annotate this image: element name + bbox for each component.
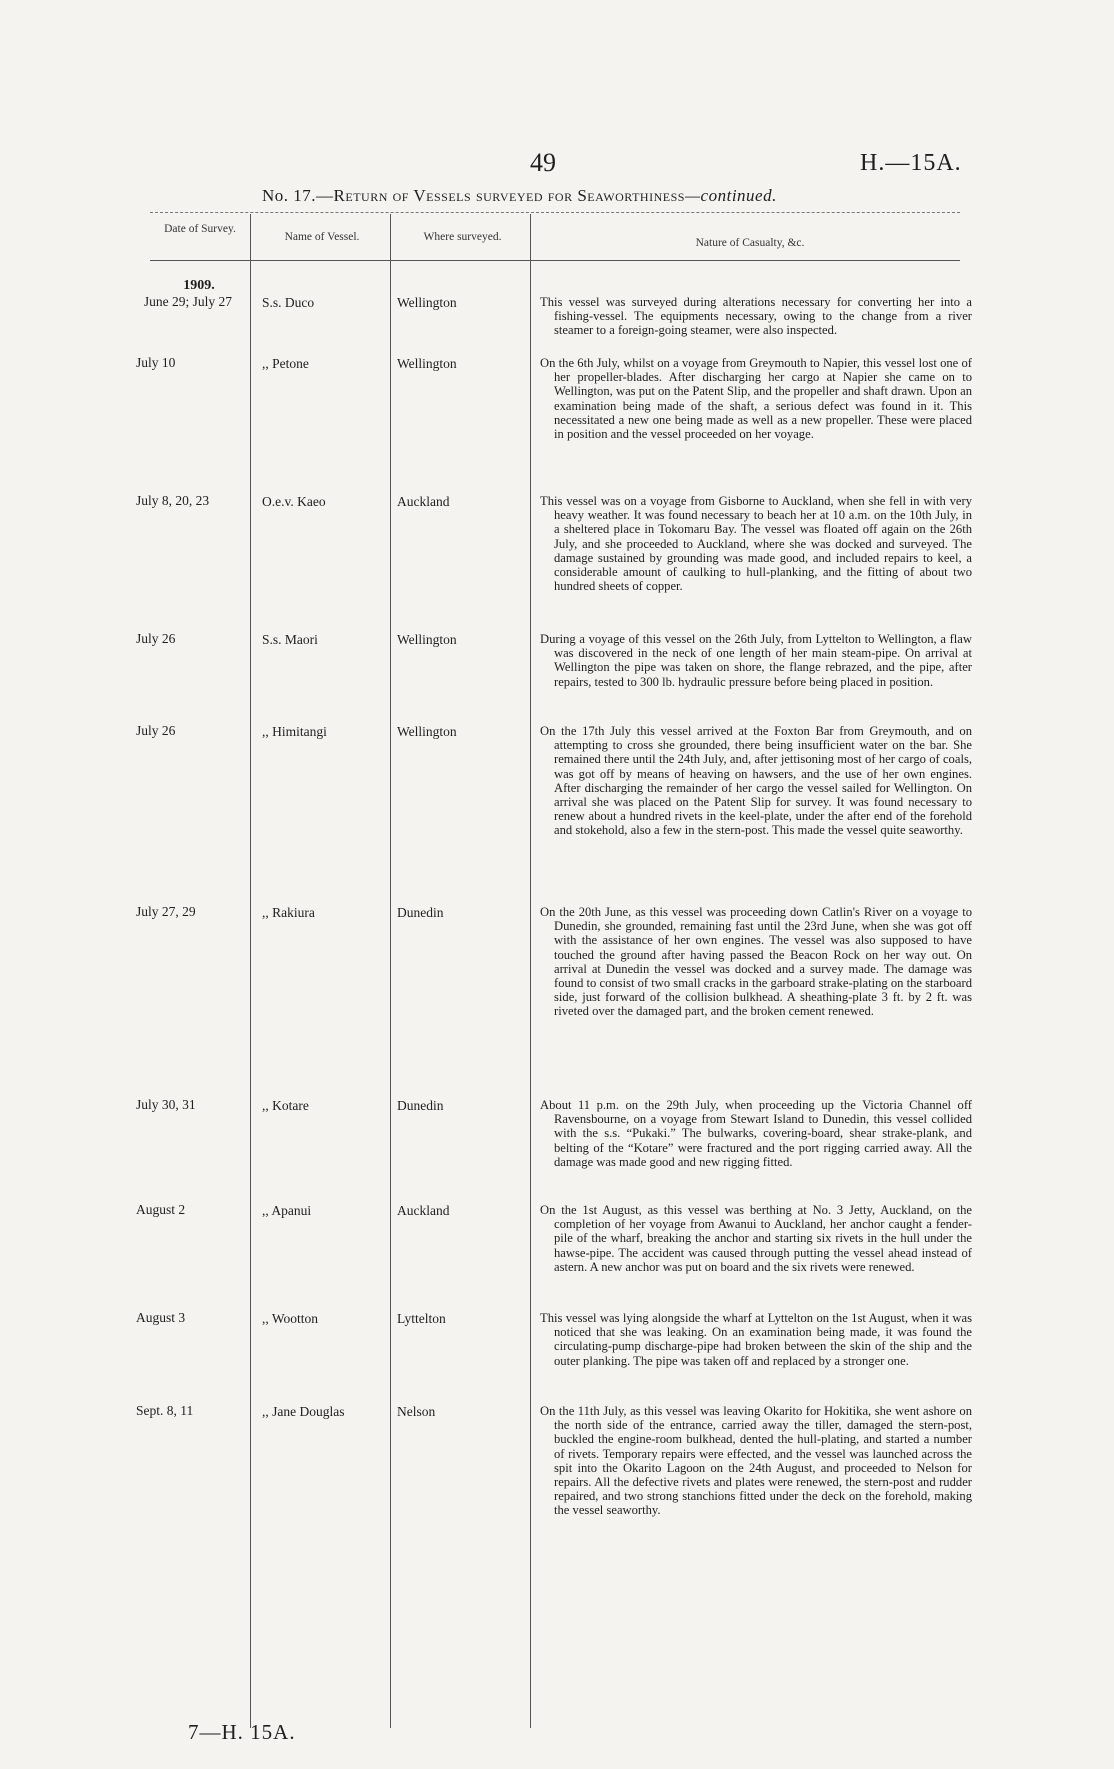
row-vessel-name: S.s. Duco bbox=[262, 295, 315, 310]
row-where-surveyed: Wellington bbox=[397, 295, 457, 310]
row-date: August 2 bbox=[136, 1202, 186, 1217]
row-date: July 27, 29 bbox=[136, 904, 196, 919]
title-prefix: No. 17.— bbox=[262, 186, 334, 205]
column-header-nature: Nature of Casualty, &c. bbox=[695, 237, 805, 249]
row-where-surveyed: Wellington bbox=[397, 724, 457, 739]
row-date: Sept. 8, 11 bbox=[136, 1403, 194, 1418]
row-where-surveyed: Lyttelton bbox=[397, 1311, 446, 1326]
row-vessel-name: O.e.v. Kaeo bbox=[262, 494, 326, 509]
column-header-date: Date of Survey. bbox=[164, 223, 236, 235]
row-date: July 8, 20, 23 bbox=[136, 493, 210, 508]
row-nature: On the 20th June, as this vessel was proceeding down Catlin's River on a voyage to Dunedin, she grounded, remaining fast until the 23rd June, when she was got off with the assistance of her own engines. The vessel was also supposed to have touched the ground after having passed the Beacon Rock on her way out. On arrival at Dunedin the vessel was docked and a survey made. The damage was found to consist of two small cracks in the garboard strake-plating on the starboard side, just forward of the collision bulkhead. A sheathing-plate 3 ft. by 2 ft. was riveted over the damaged part, and the broken cement renewed. bbox=[540, 905, 972, 1019]
row-where-surveyed: Auckland bbox=[397, 494, 450, 509]
page-number: 49 bbox=[530, 148, 556, 177]
row-where-surveyed: Wellington bbox=[397, 356, 457, 371]
row-nature: This vessel was on a voyage from Gisborne to Auckland, when she fell in with very heavy weather. It was found necessary to beach her at 10 a.m. on the 10th July, in a sheltered place in Tokomaru Bay. The vessel was floated off again on the 26th July, and she proceeded to Auckland, where she was docked and surveyed. The damage sustained by grounding was made good, and included repairs to keel, a considerable amount of caulking to hull-planking, and the fitting of about two hundred sheets of copper. bbox=[540, 494, 972, 594]
row-nature: This vessel was surveyed during alterations necessary for converting her into a fishing-vessel. The equipments necessary, owing to the change from a river steamer to a foreign-going steamer, were also inspected. bbox=[540, 295, 972, 338]
row-date: June 29; July 27 bbox=[143, 294, 233, 309]
row-vessel-name: ,, Rakiura bbox=[262, 905, 315, 920]
row-nature: On the 6th July, whilst on a voyage from Greymouth to Napier, this vessel lost one of her propeller-blades. After discharging her cargo at Napier she came on to Wellington, was put on the Patent Slip, and the propeller and shaft drawn. Upon an examination being made of the shaft, a serious defect was found in it. This necessitated a new one being made as well as a new propeller. These were placed in position and the vessel proceeded on her voyage. bbox=[540, 356, 972, 442]
title-main: Return of Vessels surveyed for Seaworthiness bbox=[333, 186, 685, 205]
row-nature: This vessel was lying alongside the wharf at Lyttelton on the 1st August, when it was noticed that she was leaking. On an examination being made, it was found the circulating-pump discharge-pipe had broken between the skin of the ship and the outer planking. The pipe was taken off and replaced by a stronger one. bbox=[540, 1311, 972, 1368]
row-nature: On the 17th July this vessel arrived at the Foxton Bar from Greymouth, and on attempting to cross she grounded, there being insufficient water on the bar. She remained there until the 24th July, and, after jettisoning most of her cargo of coals, was got off by means of heaving on hawsers, and the use of her own engines. After discharging the remainder of her cargo the vessel sailed for Wellington. On arrival she was placed on the Patent Slip for survey. It was found necessary to renew about a hundred rivets in the keel-plate, under the after end of the forehold and stokehold, also a few in the stern-post. This made the vessel quite seaworthy. bbox=[540, 724, 972, 838]
document-code: H.—15A. bbox=[860, 150, 962, 176]
row-date: July 10 bbox=[136, 355, 176, 370]
title-suffix: —continued. bbox=[684, 186, 777, 205]
row-date: July 26 bbox=[136, 723, 176, 738]
row-date: July 26 bbox=[136, 631, 176, 646]
row-vessel-name: ,, Apanui bbox=[262, 1203, 312, 1218]
header-top-rule bbox=[150, 212, 960, 213]
column-divider-date bbox=[250, 214, 251, 1728]
column-divider-where bbox=[530, 214, 531, 1728]
header-bottom-rule bbox=[150, 260, 960, 261]
row-vessel-name: ,, Jane Douglas bbox=[262, 1404, 345, 1419]
column-header-where: Where surveyed. bbox=[423, 231, 502, 243]
row-vessel-name: ,, Petone bbox=[262, 356, 309, 371]
table-title bbox=[262, 186, 777, 206]
row-vessel-name: ,, Kotare bbox=[262, 1098, 309, 1113]
row-nature: During a voyage of this vessel on the 26th July, from Lyttelton to Wellington, a flaw was discovered in the neck of one length of her main steam-pipe. On arrival at Wellington the pipe was taken on shore, the flange rebrazed, and the pipe, after repairs, tested to 300 lb. hydraulic pressure before being placed in position. bbox=[540, 632, 972, 689]
row-date: August 3 bbox=[136, 1310, 186, 1325]
row-where-surveyed: Wellington bbox=[397, 632, 457, 647]
row-date: July 30, 31 bbox=[136, 1097, 196, 1112]
row-nature: About 11 p.m. on the 29th July, when proceeding up the Victoria Channel off Ravensbourne, on a voyage from Stewart Island to Dunedin, this vessel collided with the s.s. “Pukaki.” The bulwarks, covering-board, shear strake-plank, and belting of the “Kotare” were fractured and the port rigging carried away. All the damage was made good and new rigging fitted. bbox=[540, 1098, 972, 1169]
row-vessel-name: ,, Wootton bbox=[262, 1311, 319, 1326]
row-nature: On the 11th July, as this vessel was leaving Okarito for Hokitika, she went ashore on the north side of the entrance, carried away the tiller, damaged the stern-post, buckled the engine-room bulkhead, dented the hull-plating, and started a number of rivets. Temporary repairs were effected, and the vessel was launched across the spit into the Okarito Lagoon on the 24th August, and proceeded to Nelson for repairs. All the defective rivets and plates were renewed, the stern-post and rudder repaired, and two strong stanchions fitted under the deck on the forehold, making the vessel seaworthy. bbox=[540, 1404, 972, 1518]
row-where-surveyed: Dunedin bbox=[397, 905, 444, 920]
column-divider-name bbox=[390, 214, 391, 1728]
signature-footer: 7—H. 15A. bbox=[188, 1720, 296, 1744]
row-where-surveyed: Dunedin bbox=[397, 1098, 444, 1113]
row-vessel-name: ,, Himitangi bbox=[262, 724, 327, 739]
row-nature: On the 1st August, as this vessel was berthing at No. 3 Jetty, Auckland, on the completion of her voyage from Awanui to Auckland, her anchor caught a fender-pile of the wharf, breaking the anchor and starting six rivets in the hull under the hawse-pipe. The accident was caused through putting the vessel ahead instead of astern. A new anchor was put on board and the six rivets were renewed. bbox=[540, 1203, 972, 1274]
survey-year: 1909. bbox=[183, 278, 215, 293]
row-where-surveyed: Auckland bbox=[397, 1203, 450, 1218]
column-header-name: Name of Vessel. bbox=[284, 231, 360, 243]
row-vessel-name: S.s. Maori bbox=[262, 632, 318, 647]
row-where-surveyed: Nelson bbox=[397, 1404, 436, 1419]
